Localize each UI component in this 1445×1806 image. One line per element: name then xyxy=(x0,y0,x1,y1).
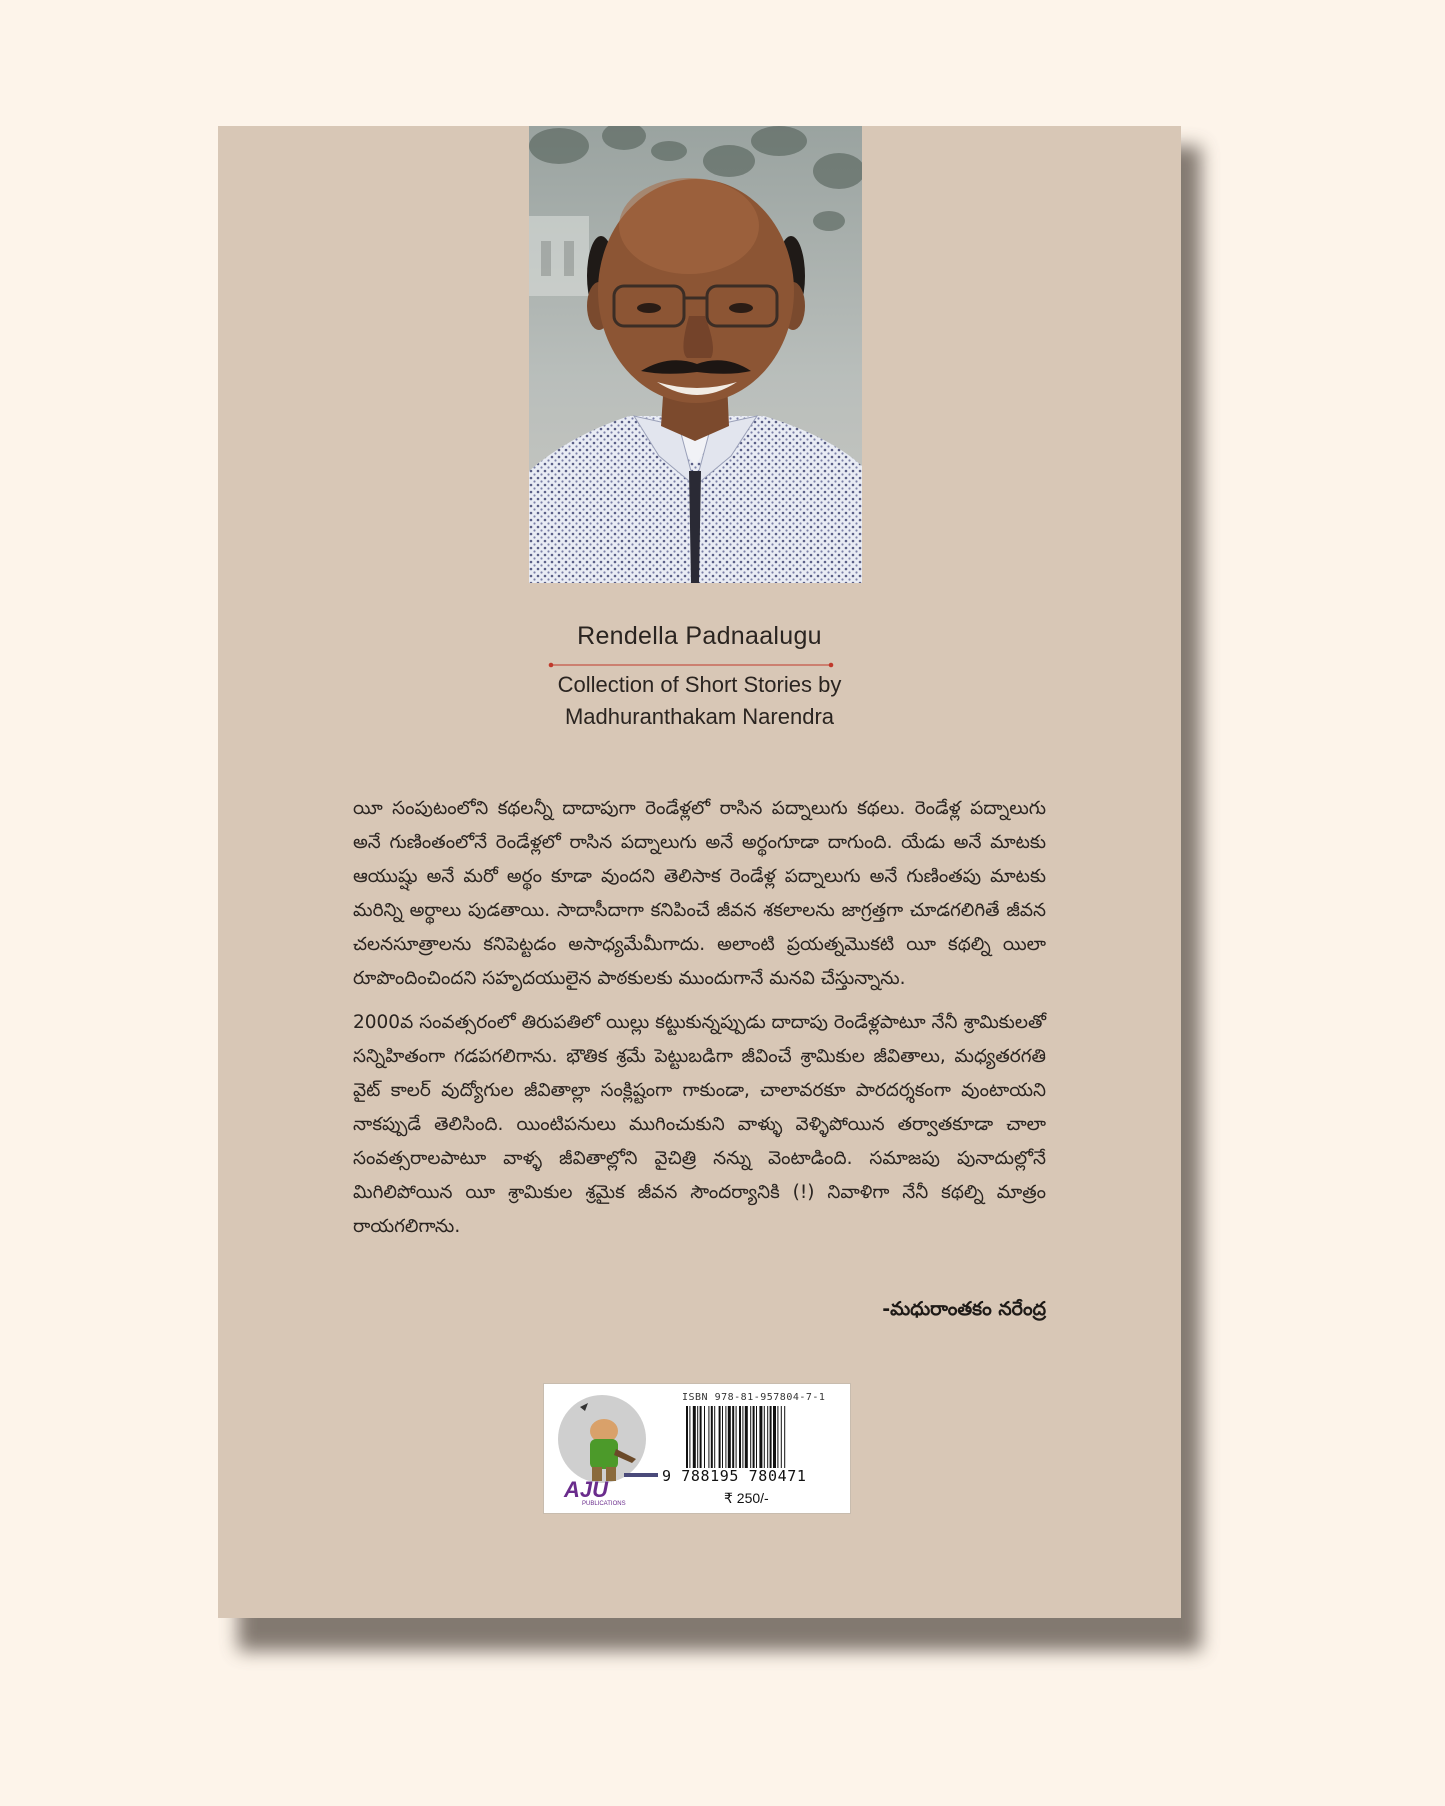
barcode-bar xyxy=(764,1406,765,1468)
barcode-bar xyxy=(711,1406,713,1468)
barcode-bar xyxy=(686,1406,688,1468)
barcode-digits: 9 788195 780471 xyxy=(662,1467,807,1485)
publisher-logo-text: AJU xyxy=(564,1477,609,1502)
barcode-bar xyxy=(719,1406,721,1468)
barcode-bar xyxy=(722,1406,723,1468)
barcode-bar xyxy=(767,1406,768,1468)
barcode-bar xyxy=(689,1406,690,1468)
blurb-text xyxy=(353,792,1046,1254)
barcode-bar xyxy=(732,1406,734,1468)
barcode-bar xyxy=(770,1406,772,1468)
book-subtitle: Collection of Short Stories by xyxy=(557,672,842,697)
barcode-bar xyxy=(781,1406,782,1468)
barcode-icon xyxy=(684,1406,840,1468)
barcode-bar xyxy=(784,1406,785,1468)
barcode-bar xyxy=(742,1406,743,1468)
isbn-barcode-panel xyxy=(543,1383,851,1514)
barcode-bar xyxy=(750,1406,751,1468)
barcode-bar xyxy=(708,1406,709,1468)
book-back-cover xyxy=(218,126,1181,1618)
price-label: ₹ 250/- xyxy=(724,1490,769,1506)
barcode-bar xyxy=(697,1406,698,1468)
title-divider xyxy=(547,661,835,669)
barcode-bar xyxy=(753,1406,755,1468)
blurb-paragraph: యీ సంపుటంలోని కథలన్నీ దాదాపుగా రెండేళ్లలో రాసిన పద్నాలుగు కథలు. రెండేళ్ల పద్నాలుగు అనే గుణింతంలోనే రెండేళ్లలో రాసిన పద్నాలుగు అనే అర్థంగూడా దాగుంది. యేడు అనే మాటకు ఆయుష్షు అనే మరో అర్థం కూడా వుందని తెలిసాక రెండేళ్ల పద్నాలుగు అనే గుణింతపు మాటకు మరిన్ని అర్థాలు పుడతాయి. సాదాసీదాగా కనిపించే జీవన శకలాలను జాగ్రత్తగా చూడగలిగితే జీవన చలనసూత్రాలను కనిపెట్టడం అసాధ్యమేమీగాదు. అలాంటి ప్రయత్నమొకటి యీ కథల్ని యిలా రూపొందించిందని సహృదయులైన పాఠకులకు ముందుగానే మనవి చేస్తున్నాను. xyxy=(353,798,1046,989)
book-title: Rendella Padnaalugu xyxy=(577,622,822,650)
author-name: Madhuranthakam Narendra xyxy=(564,704,835,729)
barcode-bar xyxy=(728,1406,731,1468)
barcode-bar xyxy=(756,1406,757,1468)
barcode-bar xyxy=(714,1406,715,1468)
barcode-bar xyxy=(739,1406,741,1468)
barcode-bar xyxy=(773,1406,776,1468)
barcode-bar xyxy=(777,1406,778,1468)
barcode-bar xyxy=(759,1406,762,1468)
publisher-logo xyxy=(552,1389,662,1507)
barcode-bar xyxy=(693,1406,696,1468)
author-photo xyxy=(529,126,862,583)
author-signature: -మధురాంతకం నరేంద్ర xyxy=(882,1298,1046,1320)
barcode-bar xyxy=(704,1406,705,1468)
blurb-paragraph: 2000వ సంవత్సరంలో తిరుపతిలో యిల్లు కట్టుకున్నప్పుడు దాదాపు రెండేళ్లపాటూ నేనీ శ్రామికులతో సన్నిహితంగా గడపగలిగాను. భౌతిక శ్రమే పెట్టుబడిగా జీవించే శ్రామికుల జీవితాలు, మధ్యతరగతి వైట్ కాలర్ వుద్యోగుల జీవితాల్లా సంక్లిష్టంగా గాకుండా, చాలావరకూ పారదర్శకంగా వుంటాయని నాకప్పుడే తెలిసింది. యింటిపనులు ముగించుకుని వాళ్ళు వెళ్ళిపోయిన తర్వాతకూడా చాలా సంవత్సరాలపాటూ వాళ్ళ జీవితాల్లోని వైచిత్రి నన్ను వెంటాడింది. సమాజపు పునాదుల్లోనే మిగిలిపోయిన యీ శ్రామికుల శ్రమైక జీవన సౌందర్యానికి (!) నివాళిగా నేనీ కథల్ని మాత్రం రాయగలిగాను. xyxy=(353,1012,1046,1237)
barcode-bar xyxy=(736,1406,737,1468)
barcode-bar xyxy=(725,1406,726,1468)
barcode-bar xyxy=(700,1406,702,1468)
publisher-logo-subtext: PUBLICATIONS xyxy=(582,1501,626,1507)
barcode-bar xyxy=(745,1406,748,1468)
isbn-label: ISBN 978-81-957804-7-1 xyxy=(682,1392,826,1403)
